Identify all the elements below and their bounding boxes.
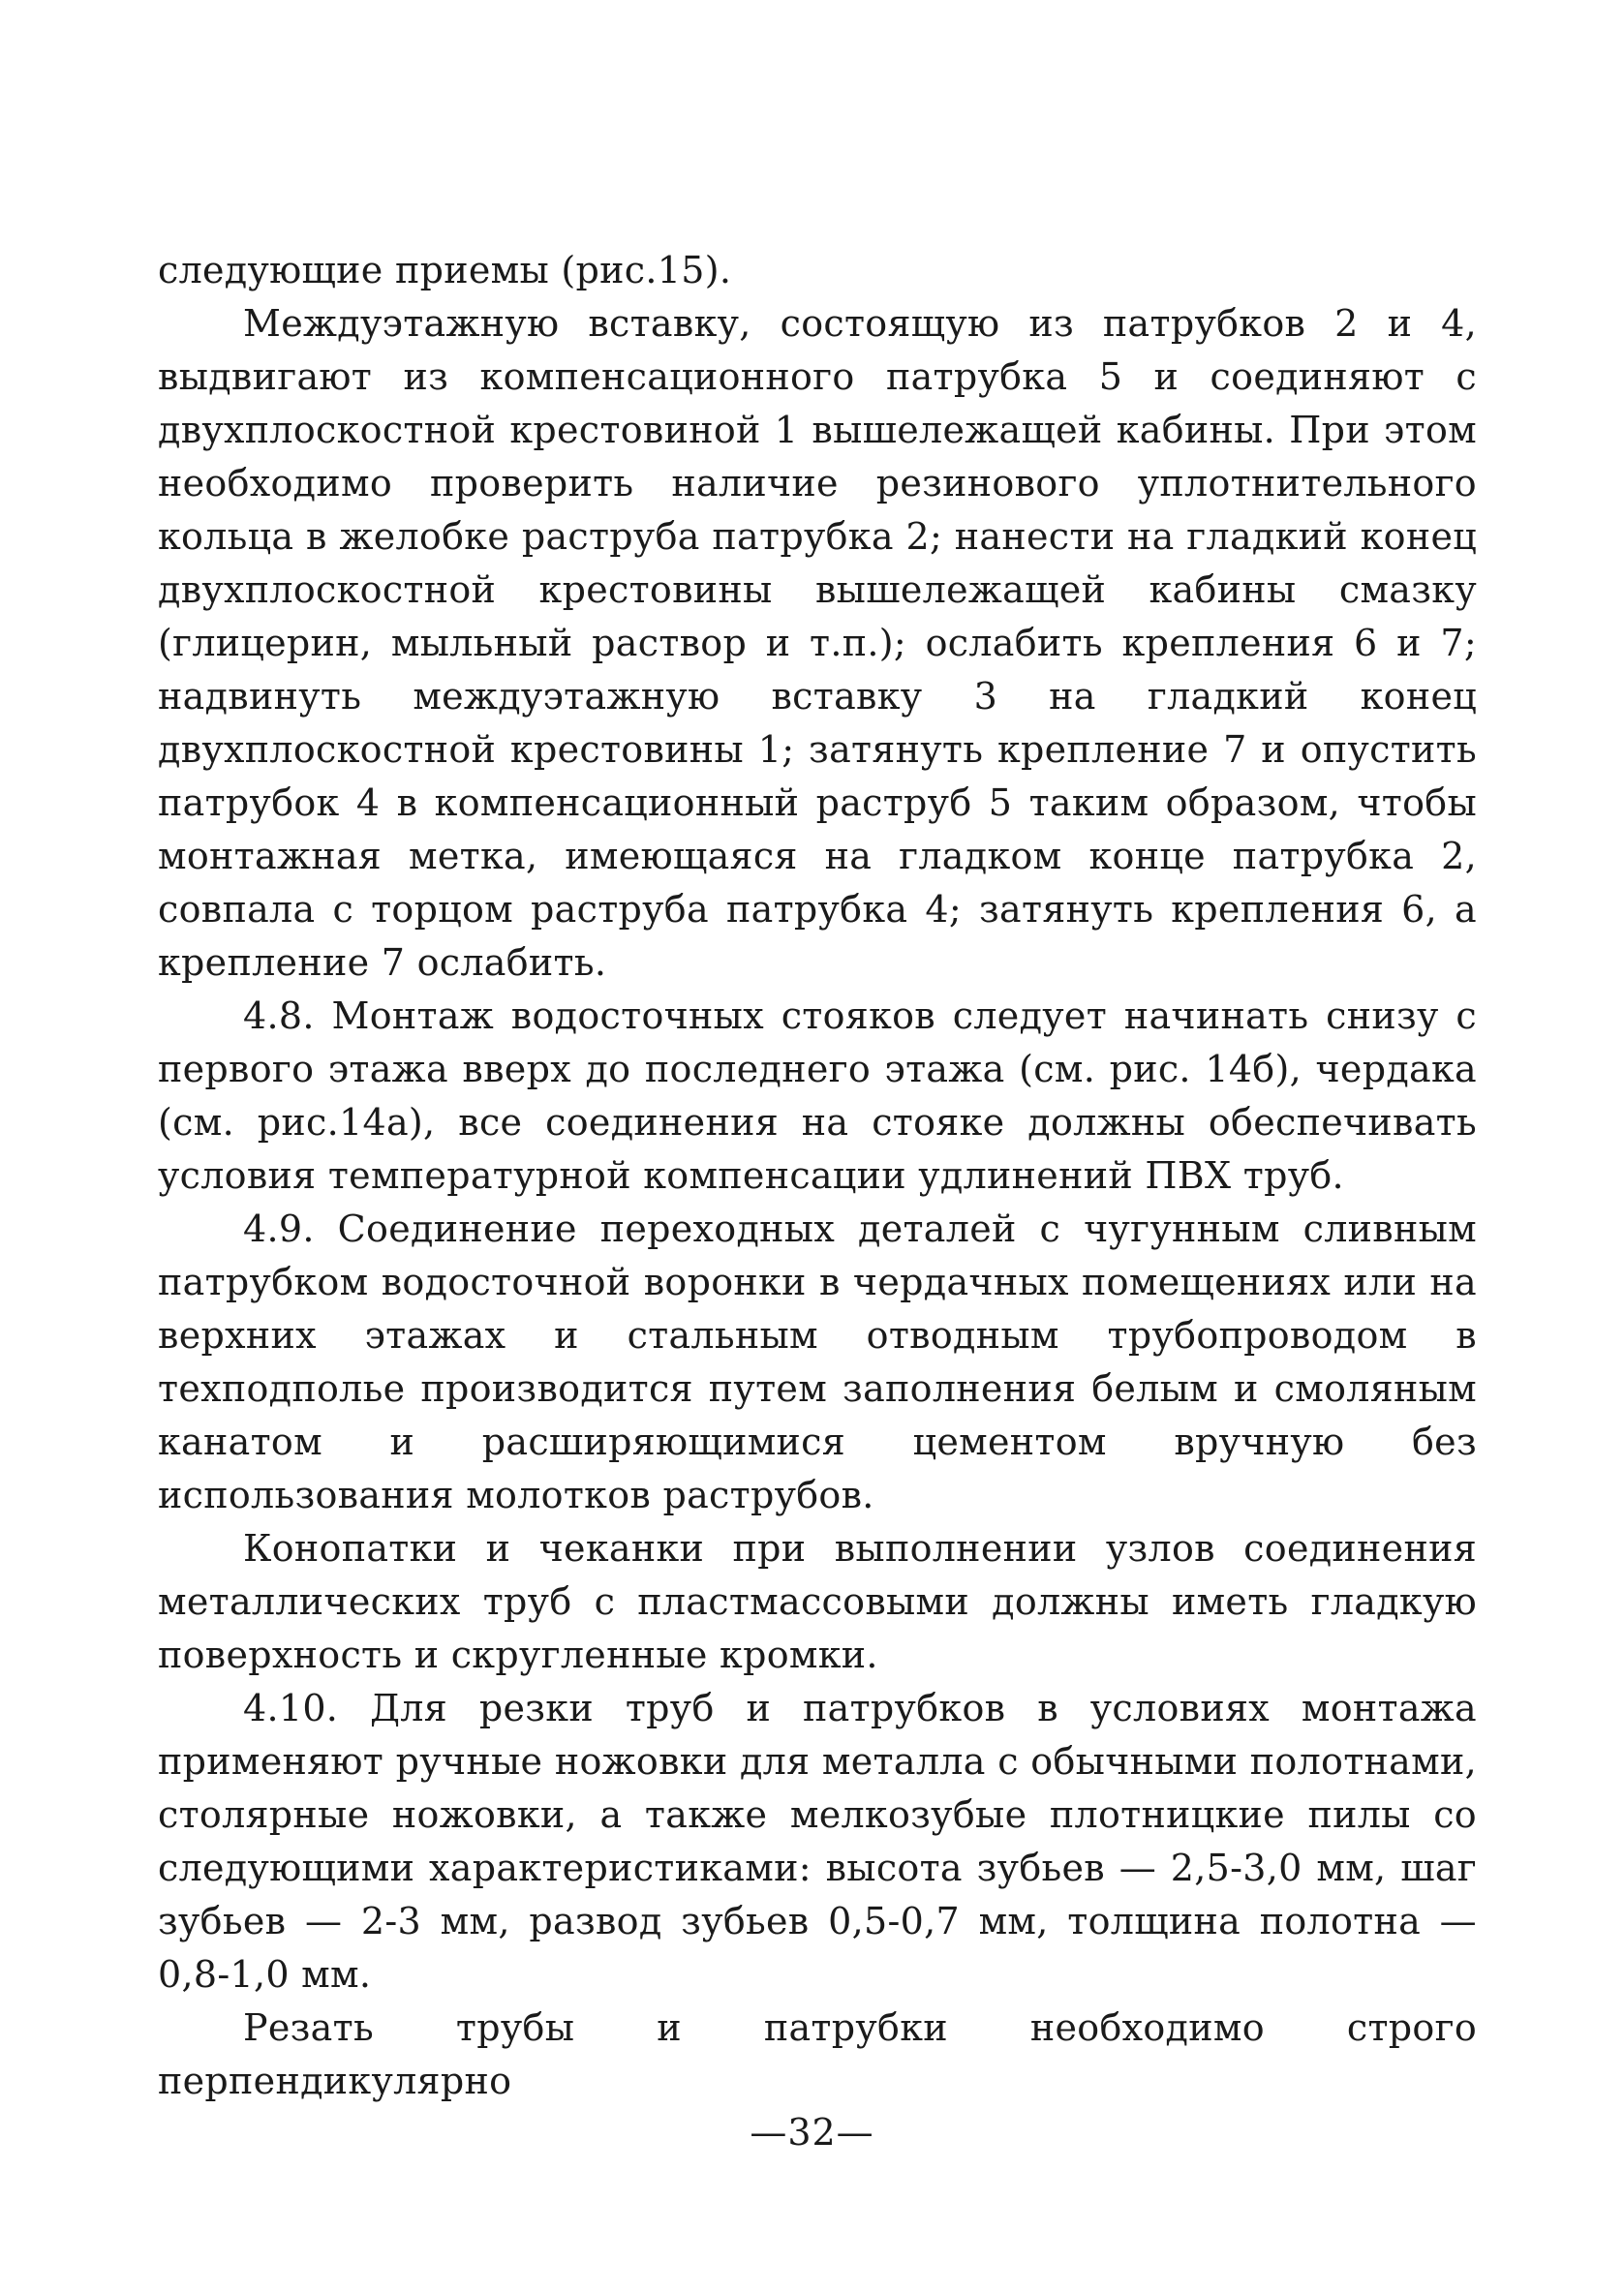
paragraph-cutting: Резать трубы и патрубки необходимо строго перпендикулярно [158,2006,1477,2102]
paragraph-4-10: 4.10. Для резки труб и патрубков в условиях монтажа применяют ручные ножовки для металла с обычными полотнами, столярные ножовки, а также мелкозубые плотницкие пилы со следующими характеристиками: высота зубьев — 2,5-3,0 мм, шаг зубьев — 2-3 мм, развод зубьев 0,5-0,7 мм, толщина полотна — 0,8-1,0 мм. [158,1687,1477,1996]
paragraph-caulking: Конопатки и чеканки при выполнении узлов соединения металлических труб с пластмассовыми должны иметь гладкую поверхность и скругленные кромки. [158,1527,1477,1676]
paragraph-insert-installation: Междуэтажную вставку, состоящую из патрубков 2 и 4, выдвигают из компенсационного патрубка 5 и соединяют с двухплоскостной крестовиной 1 вышележащей кабины. При этом необходимо проверить наличие резинового уплотнительного кольца в желобке раструба патрубка 2; нанести на гладкий конец двухплоскостной крестовины вышележащей кабины смазку (глицерин, мыльный раствор и т.п.); ослабить крепления 6 и 7; надвинуть междуэтажную вставку 3 на гладкий конец двухплоскостной крестовины 1; затянуть крепление 7 и опустить патрубок 4 в компенсационный раструб 5 таким образом, чтобы монтажная метка, имеющаяся на гладком конце патрубка 2, совпала с торцом раструба патрубка 4; затянуть крепления 6, а крепление 7 ослабить. [158,302,1477,984]
paragraph-continuation: следующие приемы (рис.15). [158,249,732,291]
paragraph-4-9: 4.9. Соединение переходных деталей с чугунным сливным патрубком водосточной воронки в чердачных помещениях или на верхних этажах и стальным отводным трубопроводом в техподполье производится путем заполнения белым и смоляным канатом и расширяющимися цементом вручную без использования молотков раструбов. [158,1208,1477,1516]
page-body [158,244,1477,2108]
page-number: —32— [750,2111,874,2154]
paragraph-4-8: 4.8. Монтаж водосточных стояков следует начинать снизу с первого этажа вверх до последнего этажа (см. рис. 14б), чердака (см. рис.14а), все соединения на стояке должны обеспечивать условия температурной компенсации удлинений ПВХ труб. [158,994,1477,1197]
